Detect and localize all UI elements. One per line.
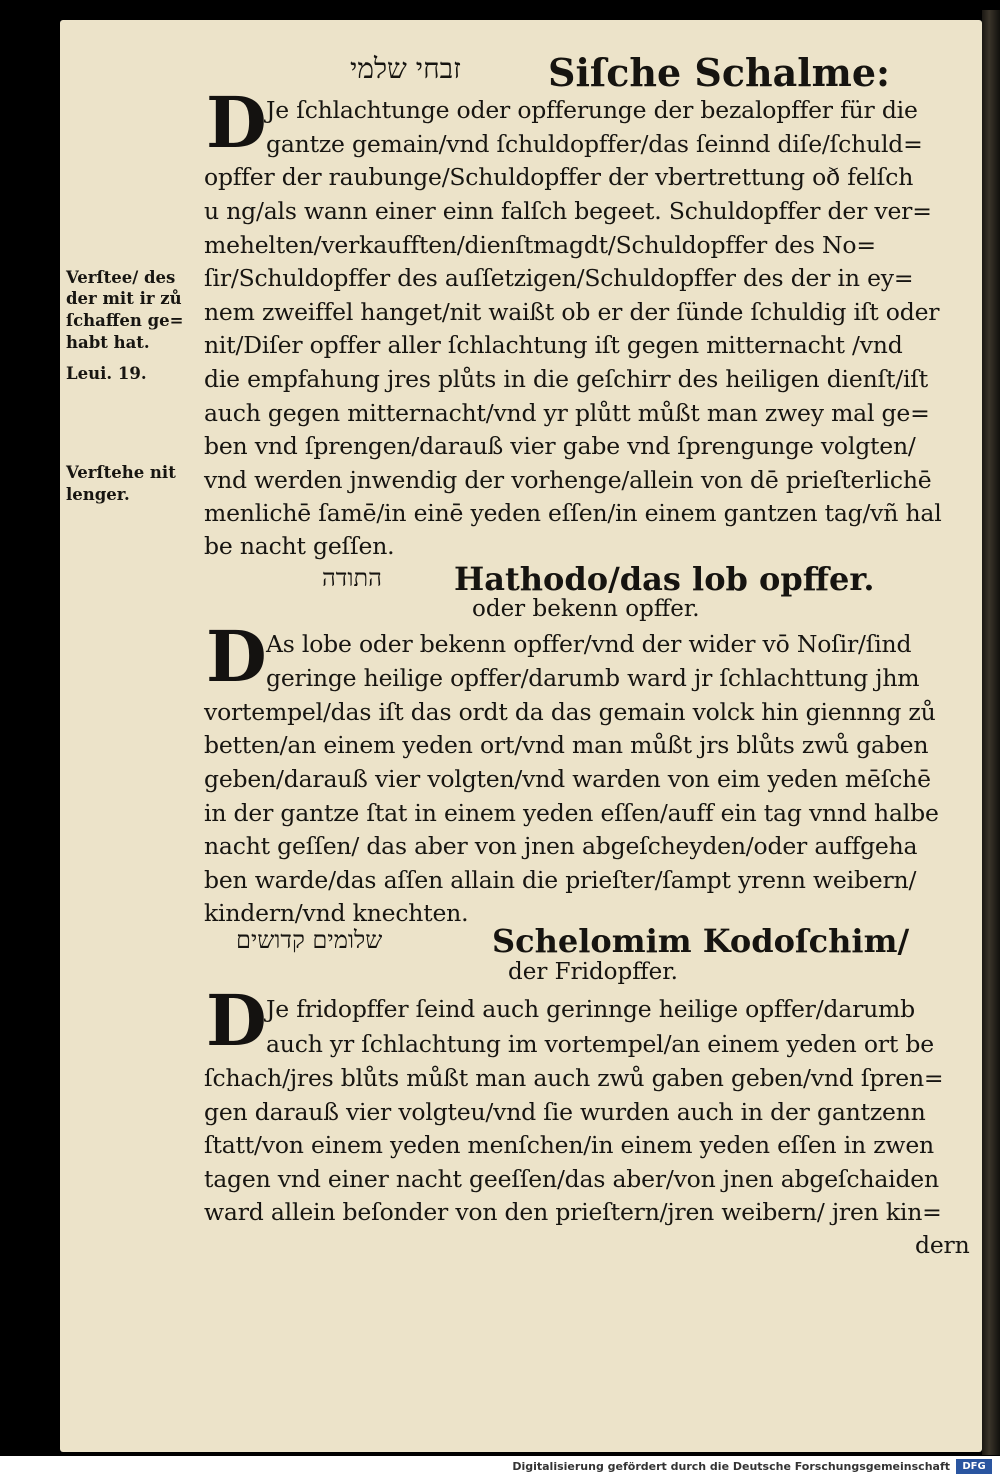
text-line: mehelten/verkaufften/dienſtmagdt/Schuldopffer des No= [204, 231, 876, 259]
text-line: geben/darauß vier volgten/vnd warden von eim yeden mēſchē [204, 765, 931, 793]
text-line: Je fridopffer ſeind auch gerinnge heilige opffer/darumb [266, 995, 915, 1023]
dfg-logo: DFG [956, 1459, 992, 1474]
margin-note: habt hat. [66, 333, 150, 352]
section-title: Hathodo/das lob opffer. [454, 560, 875, 598]
text-line: die empfahung jres plůts in die geſchirr des heiligen dienſt/iſt [204, 365, 929, 393]
text-line: gantze gemain/vnd ſchuldopffer/das ſeinnd diſe/ſchuld= [266, 130, 923, 158]
text-line: dern [915, 1231, 970, 1259]
decorated-initial: D [206, 979, 267, 1062]
hebrew-heading: שלומים קדושים [236, 926, 383, 954]
hebrew-header: זבחי שלמי [350, 52, 461, 85]
text-line: be nacht geſſen. [204, 532, 395, 560]
text-line: tagen vnd einer nacht geeſſen/das aber/von jnen abgeſchaiden [204, 1165, 939, 1193]
text-line: ſir/Schuldopffer des auſſetzigen/Schuldopffer des der in ey= [204, 264, 914, 292]
hebrew-heading: התודה [322, 564, 382, 592]
text-line: auch gegen mitternacht/vnd yr plůtt můßt man zwey mal ge= [204, 399, 930, 427]
decorated-initial: D [206, 81, 267, 164]
text-line: ſchach/jres blůts můßt man auch zwů gaben geben/vnd ſpren= [204, 1064, 944, 1092]
text-line: Je ſchlachtunge oder opfferunge der bezalopffer für die [266, 96, 918, 124]
margin-note: Verſtehe nit [66, 463, 176, 482]
text-line: kindern/vnd knechten. [204, 899, 469, 927]
text-line: ſtatt/von einem yeden menſchen/in einem yeden eſſen in zwen [204, 1131, 934, 1159]
text-line: geringe heilige opffer/darumb ward jr ſchlachttung jhm [266, 664, 920, 692]
page-edge [982, 10, 1000, 1455]
text-line: nacht geſſen/ das aber von jnen abgeſcheyden/oder auffgeha [204, 832, 918, 860]
margin-note: ſchaffen ge= [66, 311, 184, 330]
text-line: menlichē ſamē/in einē yeden eſſen/in einem gantzen tag/vñ hal [204, 499, 942, 527]
text-line: vortempel/das iſt das ordt da das gemain volck hin giennng zů [204, 698, 936, 726]
text-line: gen darauß vier volgteu/vnd ſie wurden auch in der gantzenn [204, 1098, 926, 1126]
footer-credit: Digitalisierung gefördert durch die Deutsche Forschungsgemeinschaft [512, 1460, 950, 1473]
margin-note: lenger. [66, 485, 130, 504]
page-title: Siſche Schalme: [548, 50, 891, 95]
margin-note: Leui. 19. [66, 364, 147, 383]
text-line: nit/Diſer opffer aller ſchlachtung iſt gegen mitternacht /vnd [204, 331, 903, 359]
section-subtitle: oder bekenn opffer. [472, 596, 700, 622]
text-line: betten/an einem yeden ort/vnd man můßt jrs blůts zwů gaben [204, 731, 929, 759]
decorated-initial: D [206, 615, 267, 698]
text-line: auch yr ſchlachtung im vortempel/an einem yeden ort be [266, 1030, 934, 1058]
text-line: opffer der raubunge/Schuldopffer der vbertrettung oð felſch [204, 163, 914, 191]
margin-note: der mit ir zů [66, 289, 182, 308]
margin-note: Verſtee/ des [66, 268, 176, 287]
text-line: in der gantze ſtat in einem yeden eſſen/auff ein tag vnnd halbe [204, 799, 939, 827]
text-line: vnd werden jnwendig der vorhenge/allein von dē prieſterlichē [204, 466, 932, 494]
text-line: nem zweiffel hanget/nit waißt ob er der ſünde ſchuldig iſt oder [204, 298, 940, 326]
text-line: u ng/als wann einer einn falſch begeet. Schuldopffer der ver= [204, 197, 932, 225]
section-title: Schelomim Kodoſchim/ [492, 922, 910, 960]
text-line: ben vnd ſprengen/darauß vier gabe vnd ſprengunge volgten/ [204, 432, 916, 460]
text-line: ben warde/das aſſen allain die prieſter/ſampt yrenn weibern/ [204, 866, 917, 894]
text-line: As lobe oder bekenn opffer/vnd der wider vō Noſir/ſind [266, 630, 912, 658]
text-line: ward allein beſonder von den prieſtern/jren weibern/ jren kin= [204, 1198, 942, 1226]
section-subtitle: der Fridopffer. [508, 959, 678, 985]
